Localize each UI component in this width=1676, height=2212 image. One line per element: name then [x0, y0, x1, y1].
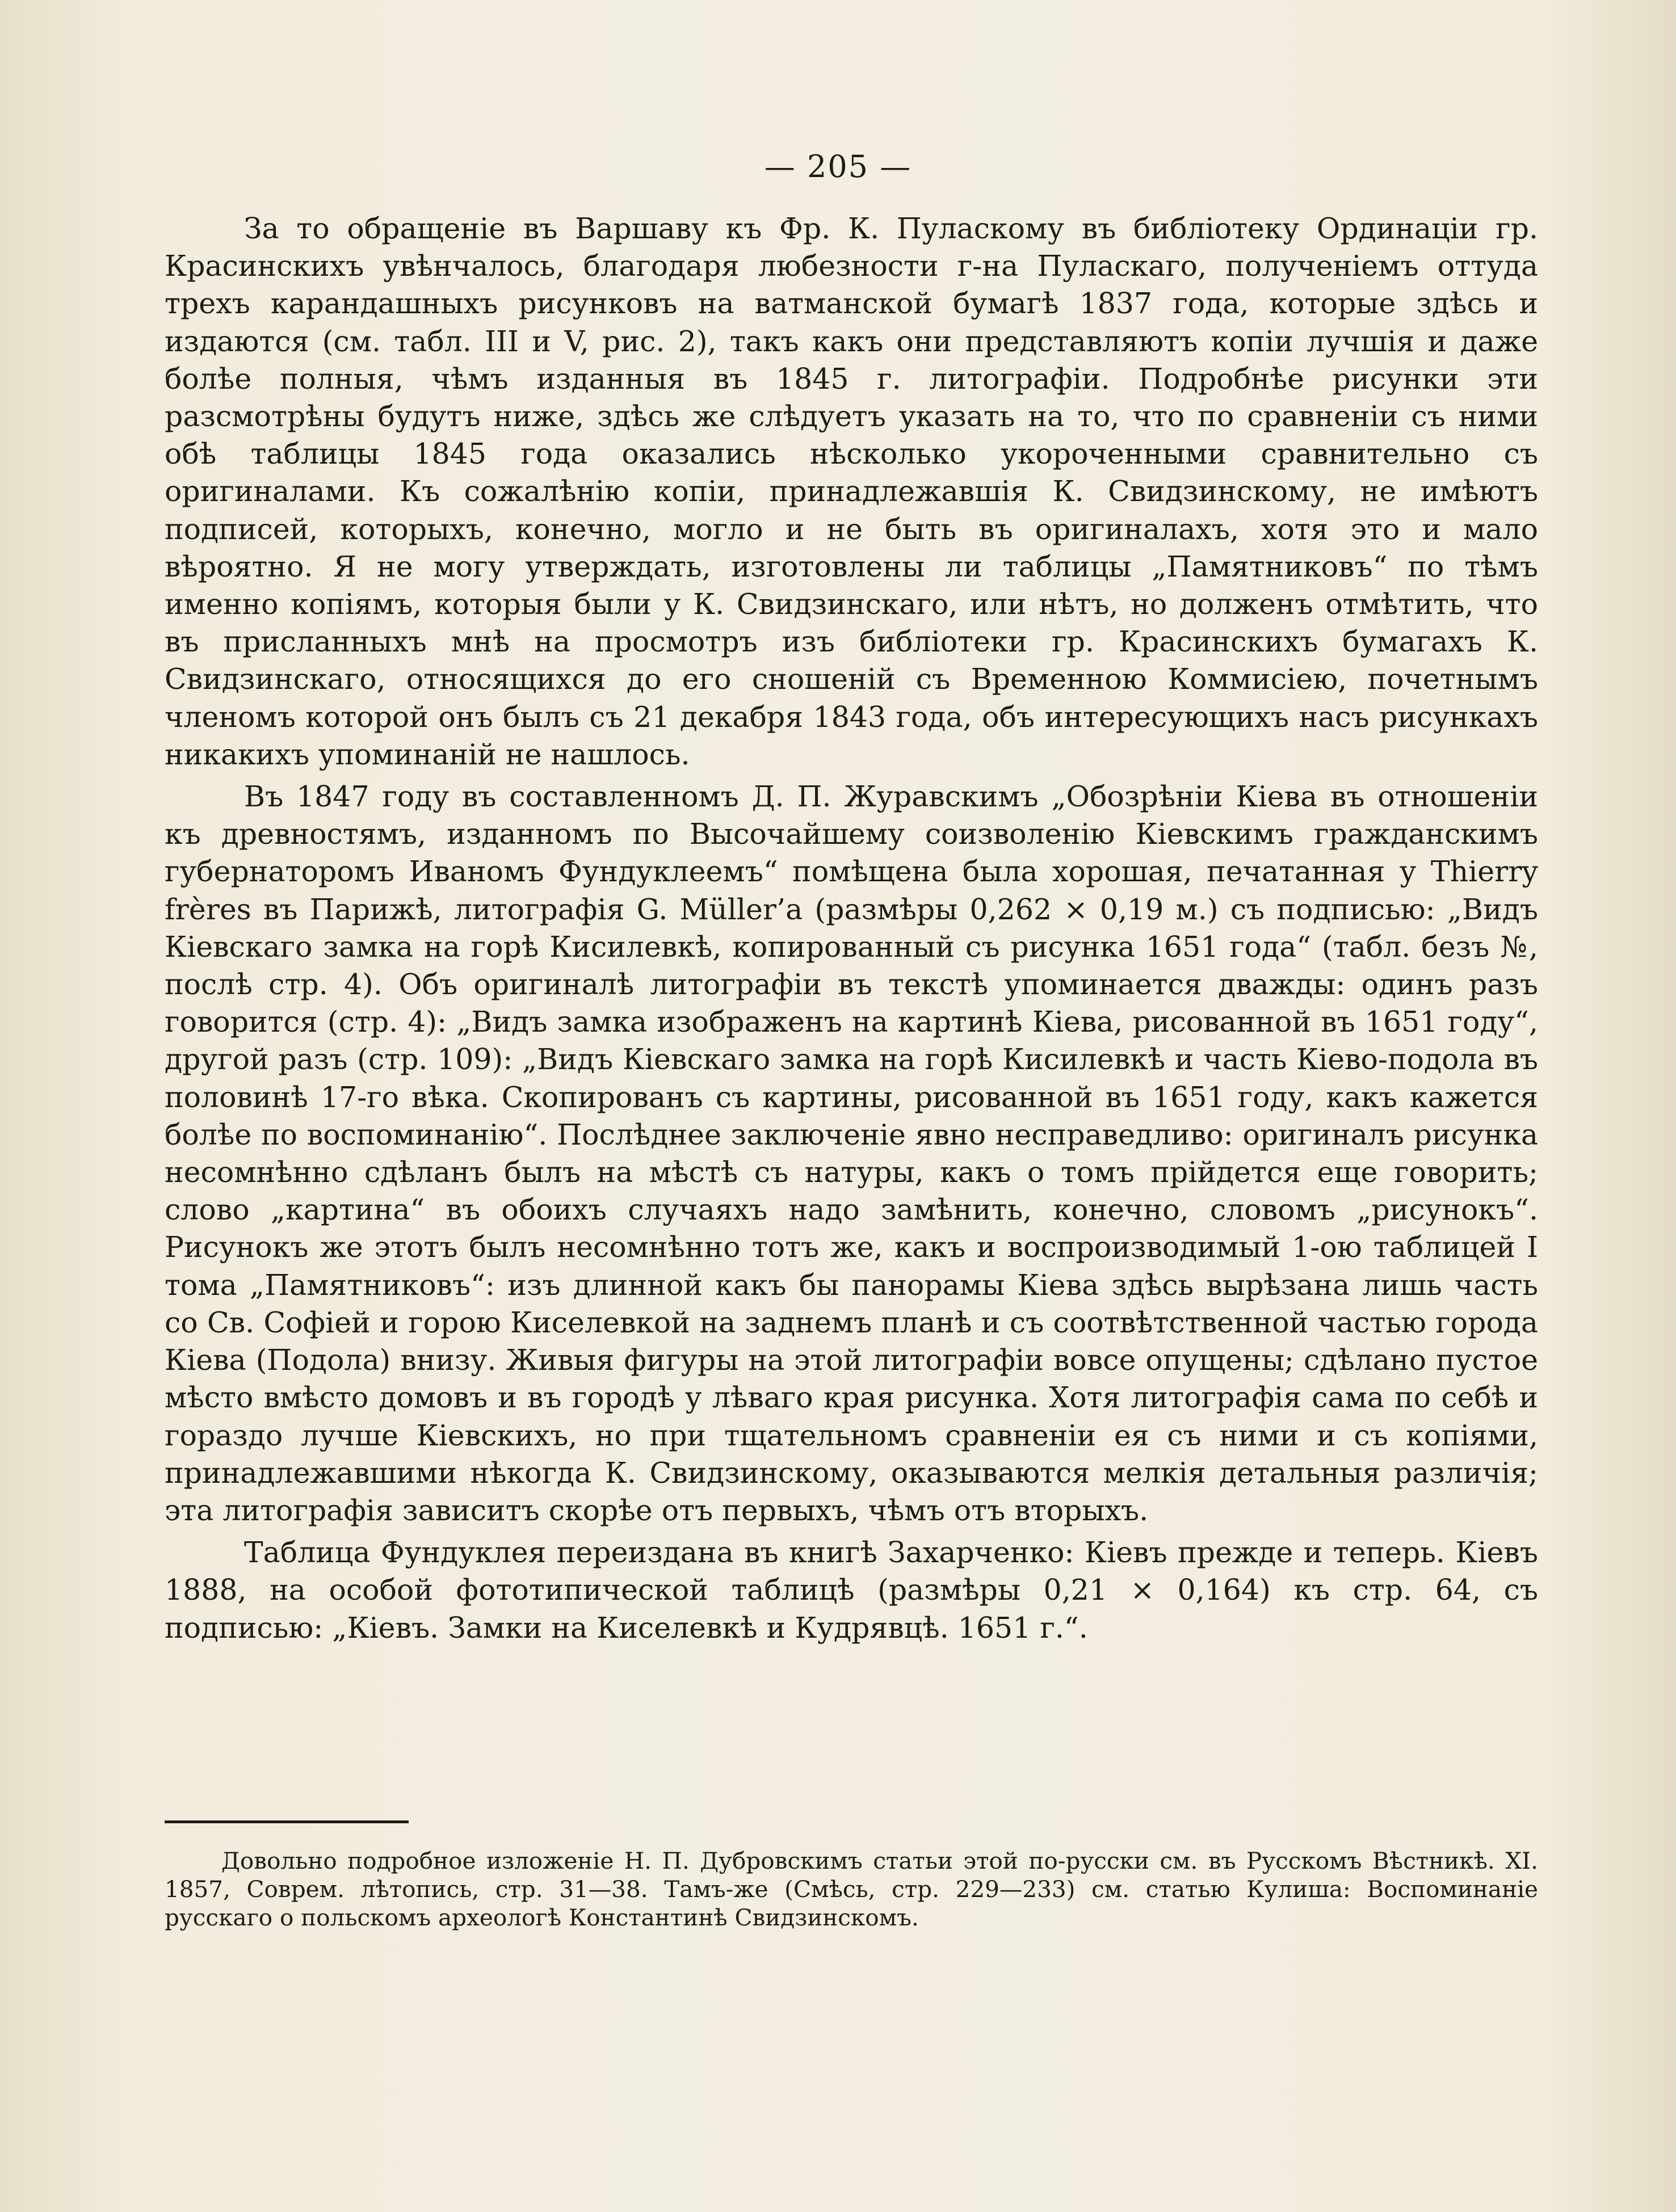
footnote-divider — [165, 1820, 409, 1823]
body-text — [165, 210, 1538, 1651]
paragraph-3: Таблица Фундуклея переиздана въ книгѣ Захарченко: Кіевъ прежде и теперь. Кіевъ 1888, на особой фототипической таблицѣ (размѣры 0,21 × 0,164) къ стр. 64, съ подписью: „Кіевъ. Замки на Киселевкѣ и Кудрявцѣ. 1651 г.“. — [165, 1536, 1538, 1645]
paragraph-2: Въ 1847 году въ составленномъ Д. П. Журавскимъ „Обозрѣніи Кіева въ отношеніи къ древностямъ, изданномъ по Высочайшему соизволенію Кіевскимъ гражданскимъ губернаторомъ Иваномъ Фундуклеемъ“ помѣщена была хорошая, печатанная у Thierry frères въ Парижѣ, литографія G. Müller’а (размѣры 0,262 × 0,19 м.) съ подписью: „Видъ Кіевскаго замка на горѣ Кисилевкѣ, копированный съ рисунка 1651 года“ (табл. безъ №, послѣ стр. 4). Объ оригиналѣ литографіи въ текстѣ упоминается дважды: одинъ разъ говорится (стр. 4): „Видъ замка изображенъ на картинѣ Кіева, рисованной въ 1651 году“, другой разъ (стр. 109): „Видъ Кіевскаго замка на горѣ Кисилевкѣ и часть Кіево-подола въ половинѣ 17-го вѣка. Скопированъ съ картины, рисованной въ 1651 году, какъ кажется болѣе по воспоминанію“. Послѣднее заключеніе явно несправедливо: оригиналъ рисунка несомнѣнно сдѣланъ былъ на мѣстѣ съ натуры, какъ о томъ прійдется еще говорить; слово „картина“ въ обоихъ случаяхъ надо замѣнить, конечно, словомъ „рисунокъ“. Рисунокъ же этотъ былъ несомнѣнно тотъ же, какъ и воспроизводимый 1-ою таблицей I тома „Памятниковъ“: изъ длинной какъ бы панорамы Кіева здѣсь вырѣзана лишь часть со Св. Софіей и горою Киселевкой на заднемъ планѣ и съ соотвѣтственной частью города Кіева (Подола) внизу. Живыя фигуры на этой литографіи вовсе опущены; сдѣлано пустое мѣсто вмѣсто домовъ и въ городѣ у лѣваго края рисунка. Хотя литографія сама по себѣ и гораздо лучше Кіевскихъ, но при тщательномъ сравненіи ея съ ними и съ копіями, принадлежавшими нѣкогда К. Свидзинскому, оказываются мелкія детальныя различія; эта литографія зависитъ скорѣе отъ первыхъ, чѣмъ отъ вторыхъ. — [165, 780, 1538, 1527]
footnote: Довольно подробное изложеніе Н. П. Дубровскимъ статьи этой по-русски см. въ Русскомъ Вѣстникѣ. XI. 1857, Соврем. лѣтопись, стр. 31—38. Тамъ-же (Смѣсь, стр. 229—233) см. статью Кулиша: Воспоминаніе русскаго о польскомъ археологѣ Константинѣ Свидзинскомъ. — [165, 1847, 1538, 1931]
paragraph-1: За то обращеніе въ Варшаву къ Фр. К. Пуласкому въ библіотеку Ординаціи гр. Красинскихъ увѣнчалось, благодаря любезности г-на Пуласкаго, полученіемъ оттуда трехъ карандашныхъ рисунковъ на ватманской бумагѣ 1837 года, которые здѣсь и издаются (см. табл. III и V, рис. 2), такъ какъ они представляютъ копіи лучшія и даже болѣе полныя, чѣмъ изданныя въ 1845 г. литографіи. Подробнѣе рисунки эти разсмотрѣны будутъ ниже, здѣсь же слѣдуетъ указать на то, что по сравненіи съ ними обѣ таблицы 1845 года оказались нѣсколько укороченными сравнительно съ оригиналами. Къ сожалѣнію копіи, принадлежавшія К. Свидзинскому, не имѣютъ подписей, которыхъ, конечно, могло и не быть въ оригиналахъ, хотя это и мало вѣроятно. Я не могу утверждать, изготовлены ли таблицы „Памятниковъ“ по тѣмъ именно копіямъ, которыя были у К. Свидзинскаго, или нѣтъ, но долженъ отмѣтить, что въ присланныхъ мнѣ на просмотръ изъ библіотеки гр. Красинскихъ бумагахъ К. Свидзинскаго, относящихся до его сношеній съ Временною Коммисіею, почетнымъ членомъ которой онъ былъ съ 21 декабря 1843 года, объ интересующихъ насъ рисункахъ никакихъ упоминаній не нашлось. — [165, 212, 1538, 771]
page-number: — 205 — — [764, 149, 912, 184]
